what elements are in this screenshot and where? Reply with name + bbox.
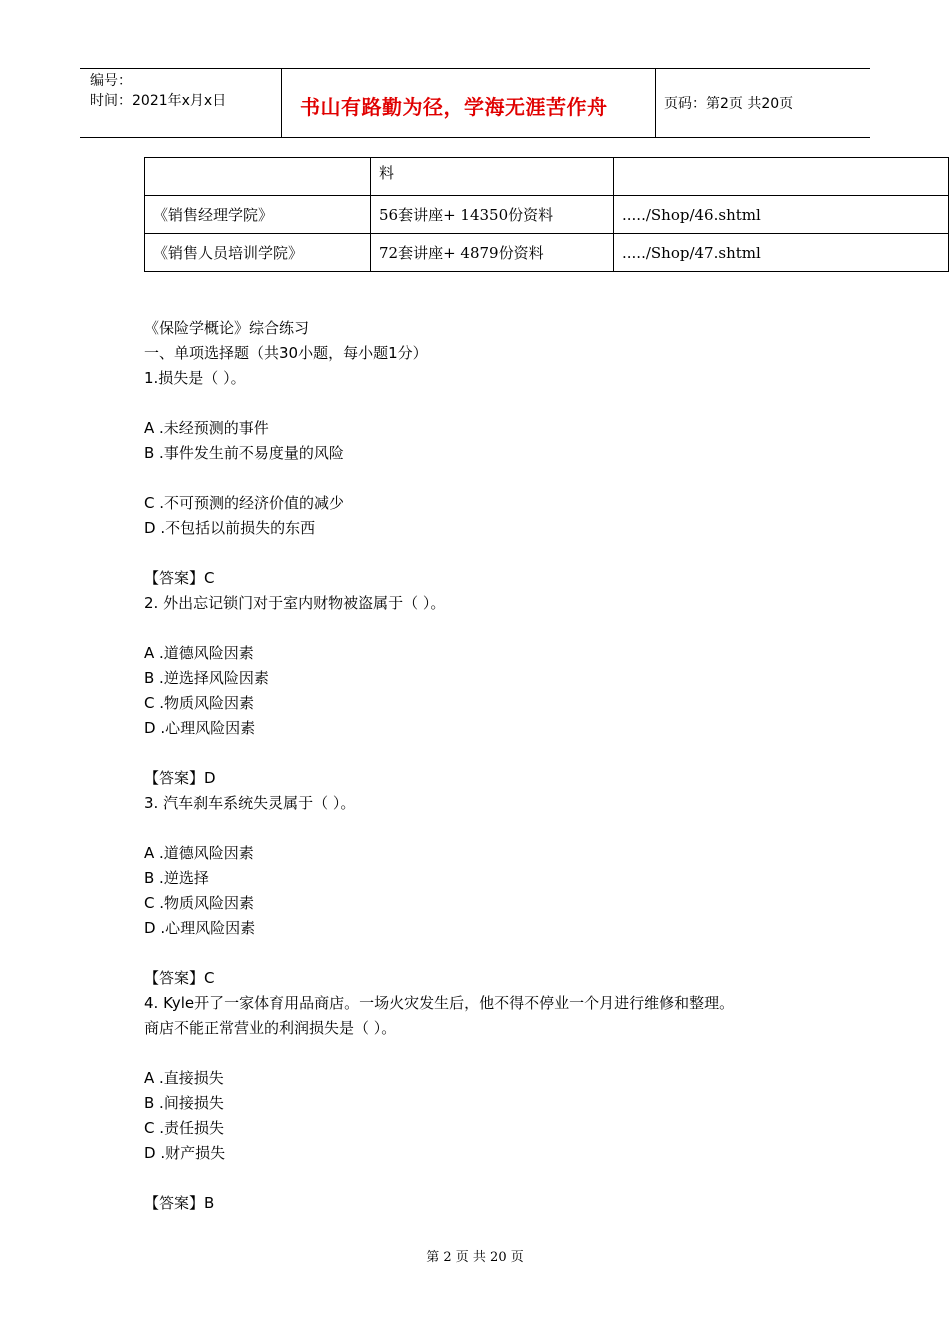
date-label: 时间：2021年x月x日	[90, 93, 227, 109]
table-row	[145, 234, 949, 272]
option: A .直接损失	[144, 1069, 224, 1087]
table-cell	[614, 158, 949, 196]
answer: 【答案】C	[144, 569, 215, 587]
blank-line	[144, 816, 844, 841]
blank-line	[144, 741, 844, 766]
option: D .心理风险因素	[144, 919, 256, 937]
table-cell: 料	[371, 158, 614, 196]
question-stem-cont: 商店不能正常营业的利润损失是（ ）。	[144, 1019, 397, 1037]
question-stem: 3. 汽车刹车系统失灵属于（ ）。	[144, 794, 356, 812]
table-row	[145, 158, 949, 196]
doc-title: 《保险学概论》综合练习	[144, 319, 310, 337]
header-page-info	[656, 69, 870, 137]
blank-line	[144, 541, 844, 566]
question-stem: 4. Kyle开了一家体育用品商店。一场火灾发生后，他不得不停业一个月进行维修和整理。	[144, 994, 735, 1012]
question-stem: 2. 外出忘记锁门对于室内财物被盗属于（ ）。	[144, 594, 446, 612]
table-cell-link[interactable]: ...../Shop/47.shtml	[614, 234, 949, 272]
option: C .责任损失	[144, 1119, 225, 1137]
option: B .逆选择	[144, 869, 209, 887]
answer: 【答案】B	[144, 1194, 215, 1212]
blank-line	[144, 466, 844, 491]
page-info: 页码：第2页 共20页	[664, 96, 794, 112]
table-cell: 72套讲座+ 4879份资料	[371, 234, 614, 272]
answer: 【答案】C	[144, 969, 215, 987]
option: C .物质风险因素	[144, 894, 255, 912]
page-header	[80, 68, 870, 138]
table-cell	[145, 158, 371, 196]
option: D .心理风险因素	[144, 719, 256, 737]
table-row	[145, 196, 949, 234]
table-cell: 56套讲座+ 14350份资料	[371, 196, 614, 234]
option: C .物质风险因素	[144, 694, 255, 712]
table-cell: 《销售经理学院》	[145, 196, 371, 234]
answer: 【答案】D	[144, 769, 216, 787]
option: C .不可预测的经济价值的减少	[144, 494, 345, 512]
blank-line	[144, 941, 844, 966]
header-meta	[80, 69, 282, 137]
resource-table	[144, 157, 949, 272]
blank-line	[144, 1041, 844, 1066]
header-motto: 书山有路勤为径，学海无涯苦作舟	[300, 95, 608, 119]
option: B .逆选择风险因素	[144, 669, 269, 687]
option: A .道德风险因素	[144, 844, 254, 862]
option: D .不包括以前损失的东西	[144, 519, 316, 537]
option: A .道德风险因素	[144, 644, 254, 662]
option: B .事件发生前不易度量的风险	[144, 444, 344, 462]
question-stem: 1.损失是（ ）。	[144, 369, 246, 387]
option: D .财产损失	[144, 1144, 226, 1162]
exercise-content	[144, 316, 844, 1216]
table-cell-link[interactable]: ...../Shop/46.shtml	[614, 196, 949, 234]
table-cell: 《销售人员培训学院》	[145, 234, 371, 272]
serial-label: 编号：	[90, 73, 132, 89]
option: B .间接损失	[144, 1094, 224, 1112]
page-footer: 第 2 页 共 20 页	[426, 1250, 524, 1265]
option: A .未经预测的事件	[144, 419, 269, 437]
blank-line	[144, 616, 844, 641]
header-motto-cell	[282, 69, 656, 137]
section-heading: 一、单项选择题（共30小题，每小题1分）	[144, 344, 428, 362]
blank-line	[144, 391, 844, 416]
blank-line	[144, 1166, 844, 1191]
